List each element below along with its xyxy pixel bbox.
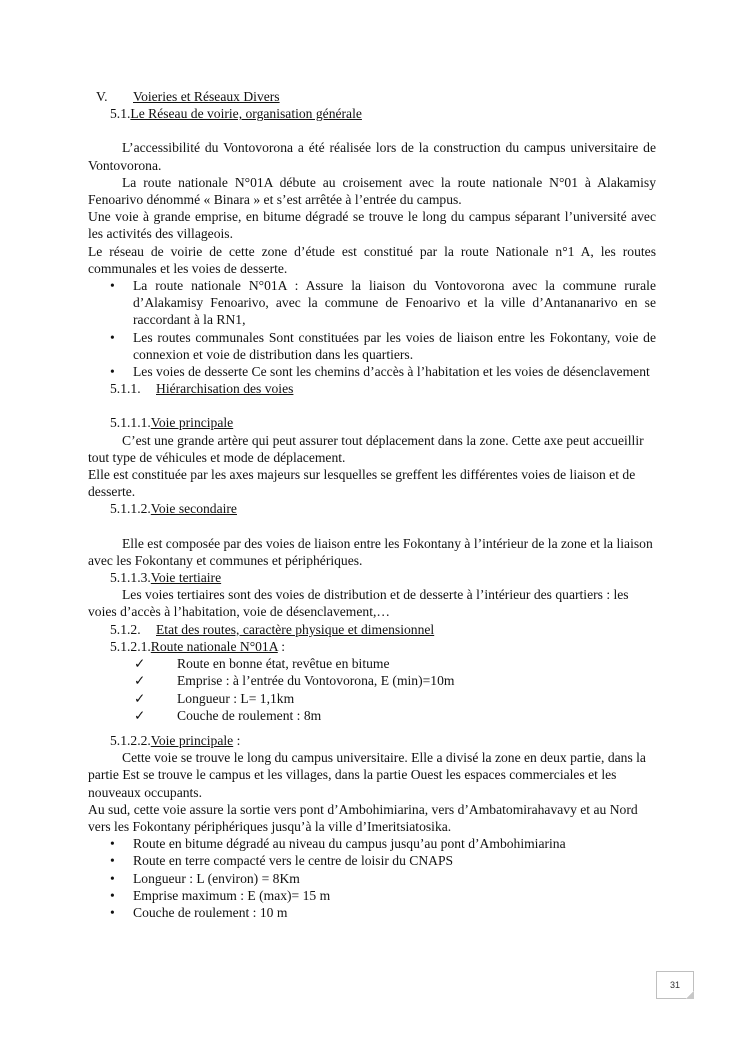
bullet-icon: • xyxy=(110,278,115,294)
bullet-icon: • xyxy=(110,904,115,920)
heading-5-1-2-1-suffix: : xyxy=(277,638,285,654)
list-item: ✓ Longueur : L= 1,1km xyxy=(134,690,295,706)
paragraph-voie-tertiaire: Les voies tertiaires sont des voies de distribution et de desserte à l’intérieur des quartiers : les voies d’accès à l’habitation, voie de désenclavement,… xyxy=(88,587,629,620)
list-item: • Les routes communales Sont constituées par les voies de liaison entre les Fokontany, voie de connexion et voie de distribution dans les quartiers. xyxy=(110,329,656,362)
list-item: • Les voies de desserte Ce sont les chemins d’accès à l’habitation et les voies de désenclavement xyxy=(110,364,650,380)
bullet-icon: • xyxy=(110,329,115,345)
paragraph-voie-principale-campus: Cette voie se trouve le long du campus universitaire. Elle a divisé la zone en deux partie, dans la partie Est se trouve le campus et les villages, dans la partie Ouest les espaces commerciales et les nouveaux occupants. xyxy=(88,750,646,800)
page-number-value: 31 xyxy=(669,980,680,990)
heading-5-1-2-1-title: Route nationale N°01A xyxy=(150,638,278,654)
heading-5-1-1-2-title: Voie secondaire xyxy=(150,501,237,517)
heading-5-1-1-number: 5.1.1. xyxy=(110,381,141,397)
heading-5-1-1-3-title: Voie tertiaire xyxy=(150,570,222,586)
heading-5-1-2 xyxy=(88,621,656,638)
paragraph-voie-principale-sud-nord: Au sud, cette voie assure la sortie vers pont d’Ambohimiarina, vers d’Ambatomirahavavy et au Nord vers les Fokontany périphériques jusqu’à la ville d’Imeritsiatosika. xyxy=(88,801,638,834)
heading-5-1-1-title: Hiérarchisation des voies xyxy=(156,381,294,397)
heading-5-1-1-3-number: 5.1.1.3. xyxy=(110,570,151,586)
heading-5-1-2-1 xyxy=(88,638,656,655)
bullet-icon: • xyxy=(110,887,115,903)
section-title: Voieries et Réseaux Divers xyxy=(133,89,280,104)
bullet-icon: • xyxy=(110,853,115,869)
heading-5-1-2-number: 5.1.2. xyxy=(110,621,141,637)
paragraph-voie-secondaire: Elle est composée par des voies de liaison entre les Fokontany à l’intérieur de la zone et la liaison avec les Fokontany et communes et périphériques. xyxy=(88,535,653,568)
list-item: • Couche de roulement : 10 m xyxy=(110,904,288,920)
paragraph-grande-emprise: Une voie à grande emprise, en bitume dégradé se trouve le long du campus séparant l’université avec les activités des villageois. xyxy=(88,209,656,242)
paragraph-reseau: Le réseau de voirie de cette zone d’étude est constitué par la route Nationale n°1 A, les routes communales et les voies de desserte. xyxy=(88,243,656,276)
heading-5-1-2-2-number: 5.1.2.2. xyxy=(110,732,151,748)
bullet-icon: • xyxy=(110,870,115,886)
checkmark-icon: ✓ xyxy=(134,690,146,706)
paragraph-accessibility: L’accessibilité du Vontovorona a été réalisée lors de la construction du campus universitaire de Vontovorona. xyxy=(88,140,656,173)
heading-5-1-1-1 xyxy=(88,414,656,431)
list-item: • Route en terre compacté vers le centre de loisir du CNAPS xyxy=(110,853,454,869)
paragraph-rn01a: La route nationale N°01A débute au croisement avec la route nationale N°01 à Alakamisy Fenoarivo dénommé « Binara » et s’est arrêtée à l’entrée du campus. xyxy=(88,174,656,208)
checkmark-icon: ✓ xyxy=(134,673,146,689)
section-number: V. xyxy=(96,89,108,104)
heading-5-1-2-2-title: Voie principale xyxy=(150,732,234,748)
list-item: • Emprise maximum : E (max)= 15 m xyxy=(110,887,331,903)
heading-5-1-number: 5.1. xyxy=(110,106,131,122)
heading-5-1-2-2 xyxy=(88,732,656,749)
paragraph-voie-principale-1: C’est une grande artère qui peut assurer tout déplacement dans la zone. Cette axe peut accueillir tout type de véhicules et mode de déplacement. xyxy=(88,432,644,465)
heading-5-1-2-2-suffix: : xyxy=(233,732,241,748)
paragraph-voie-principale-2: Elle est constituée par les axes majeurs sur lesquelles se greffent les différentes voies de liaison et de desserte. xyxy=(88,467,636,500)
list-item: • Longueur : L (environ) = 8Km xyxy=(110,870,300,886)
list-item: • Route en bitume dégradé au niveau du campus jusqu’au pont d’Ambohimiarina xyxy=(110,836,566,852)
heading-5-1-1 xyxy=(88,380,656,397)
page-number xyxy=(656,971,694,999)
list-item: • La route nationale N°01A : Assure la liaison du Vontovorona avec la commune rurale d’Alakamisy Fenoarivo, avec la commune de Fenoarivo et la ville d’Antananarivo en se raccordant à la RN1, xyxy=(110,278,656,328)
voie-principale-list xyxy=(88,835,656,921)
checkmark-icon: ✓ xyxy=(134,656,146,672)
heading-5-1 xyxy=(88,105,656,122)
section-heading-v xyxy=(88,88,656,105)
list-item: ✓ Route en bonne état, revêtue en bitume xyxy=(134,656,390,672)
page-corner-fold-icon xyxy=(686,991,694,999)
bullet-icon: • xyxy=(110,364,115,380)
heading-5-1-1-2 xyxy=(88,500,656,517)
document-page xyxy=(88,88,656,921)
heading-5-1-1-1-number: 5.1.1.1. xyxy=(110,415,151,431)
road-types-list xyxy=(88,277,656,380)
rn01a-checklist xyxy=(88,655,656,724)
heading-5-1-1-3 xyxy=(88,569,656,586)
bullet-icon: • xyxy=(110,836,115,852)
heading-5-1-1-2-number: 5.1.1.2. xyxy=(110,501,151,517)
heading-5-1-1-1-title: Voie principale xyxy=(150,415,234,431)
heading-5-1-2-1-number: 5.1.2.1. xyxy=(110,638,151,654)
heading-5-1-title: Le Réseau de voirie, organisation générale xyxy=(130,106,362,122)
list-item: ✓ Emprise : à l’entrée du Vontovorona, E (min)=10m xyxy=(134,673,455,689)
heading-5-1-2-title: Etat des routes, caractère physique et dimensionnel xyxy=(156,621,435,637)
checkmark-icon: ✓ xyxy=(134,707,146,723)
list-item: ✓ Couche de roulement : 8m xyxy=(134,707,322,723)
